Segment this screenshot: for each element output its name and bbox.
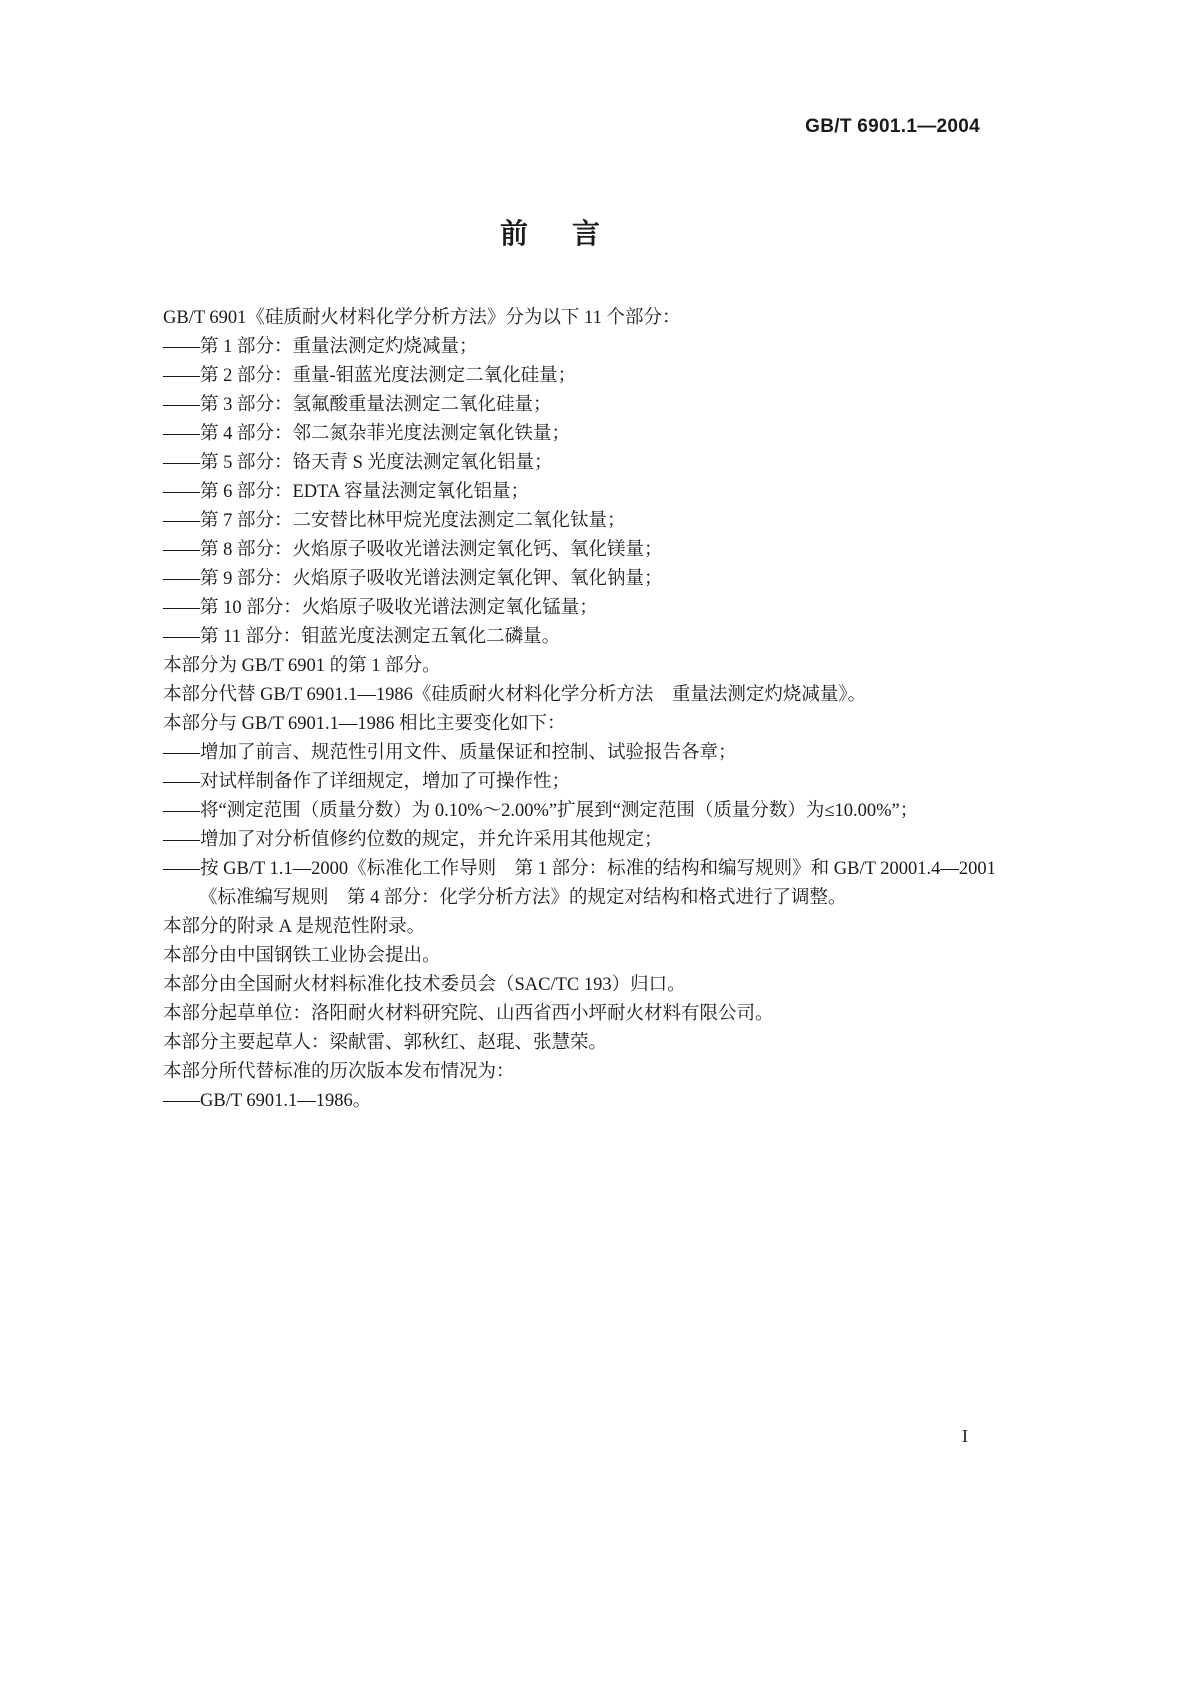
paragraph-line: 本部分的附录 A 是规范性附录。: [163, 917, 426, 937]
foreword-body: [163, 304, 1003, 1116]
paragraph-line: 本部分起草单位：洛阳耐火材料研究院、山西省西小坪耐火材料有限公司。: [163, 1004, 774, 1024]
page-number: I: [962, 1426, 968, 1446]
paragraph-line: ——第 10 部分：火焰原子吸收光谱法测定氧化锰量；: [163, 598, 598, 618]
paragraph-line: ——增加了前言、规范性引用文件、质量保证和控制、试验报告各章；: [163, 743, 737, 763]
paragraph-line: ——第 7 部分：二安替比林甲烷光度法测定二氧化钛量；: [163, 511, 626, 531]
paragraph-line: ——第 9 部分：火焰原子吸收光谱法测定氧化钾、氧化钠量；: [163, 569, 663, 589]
paragraph-line: 本部分与 GB/T 6901.1—1986 相比主要变化如下：: [163, 714, 566, 734]
paragraph-line: ——第 8 部分：火焰原子吸收光谱法测定氧化钙、氧化镁量；: [163, 540, 663, 560]
paragraph-line: ——将“测定范围（质量分数）为 0.10%～2.00%”扩展到“测定范围（质量分数）为≤10.00%”；: [163, 801, 919, 821]
paragraph-line: 本部分由中国钢铁工业协会提出。: [163, 946, 441, 966]
paragraph-line: ——第 6 部分：EDTA 容量法测定氧化铝量；: [163, 482, 529, 502]
paragraph-line: ——第 3 部分：氢氟酸重量法测定二氧化硅量；: [163, 395, 552, 415]
paragraph-line: ——第 11 部分：钼蓝光度法测定五氧化二磷量。: [163, 627, 561, 647]
paragraph-line: GB/T 6901《硅质耐火材料化学分析方法》分为以下 11 个部分：: [163, 308, 681, 328]
paragraph-line: ——按 GB/T 1.1—2000《标准化工作导则 第 1 部分：标准的结构和编写规则》和 GB/T 20001.4—2001: [163, 859, 996, 879]
paragraph-line: 本部分由全国耐火材料标准化技术委员会（SAC/TC 193）归口。: [163, 975, 686, 995]
paragraph-line: ——增加了对分析值修约位数的规定，并允许采用其他规定；: [163, 830, 663, 850]
paragraph-line: 《标准编写规则 第 4 部分：化学分析方法》的规定对结构和格式进行了调整。: [199, 888, 847, 908]
paragraph-line: ——对试样制备作了详细规定，增加了可操作性；: [163, 772, 571, 792]
paragraph-line: ——第 1 部分：重量法测定灼烧减量；: [163, 337, 478, 357]
paragraph-line: 本部分所代替标准的历次版本发布情况为：: [163, 1062, 515, 1082]
paragraph-line: ——第 5 部分：铬天青 S 光度法测定氧化铝量；: [163, 453, 553, 473]
paragraph-line: 本部分代替 GB/T 6901.1—1986《硅质耐火材料化学分析方法 重量法测定灼烧减量》。: [163, 685, 867, 705]
paragraph-line: 本部分主要起草人：梁献雷、郭秋红、赵琨、张慧荣。: [163, 1033, 608, 1053]
standard-number: GB/T 6901.1—2004: [805, 116, 980, 137]
paragraph-line: ——第 4 部分：邻二氮杂菲光度法测定氧化铁量；: [163, 424, 571, 444]
paragraph-line: ——第 2 部分：重量-钼蓝光度法测定二氧化硅量；: [163, 366, 577, 386]
paragraph-line: ——GB/T 6901.1—1986。: [163, 1091, 372, 1111]
paragraph-line: 本部分为 GB/T 6901 的第 1 部分。: [163, 656, 441, 676]
page-title: 前言: [499, 217, 644, 250]
